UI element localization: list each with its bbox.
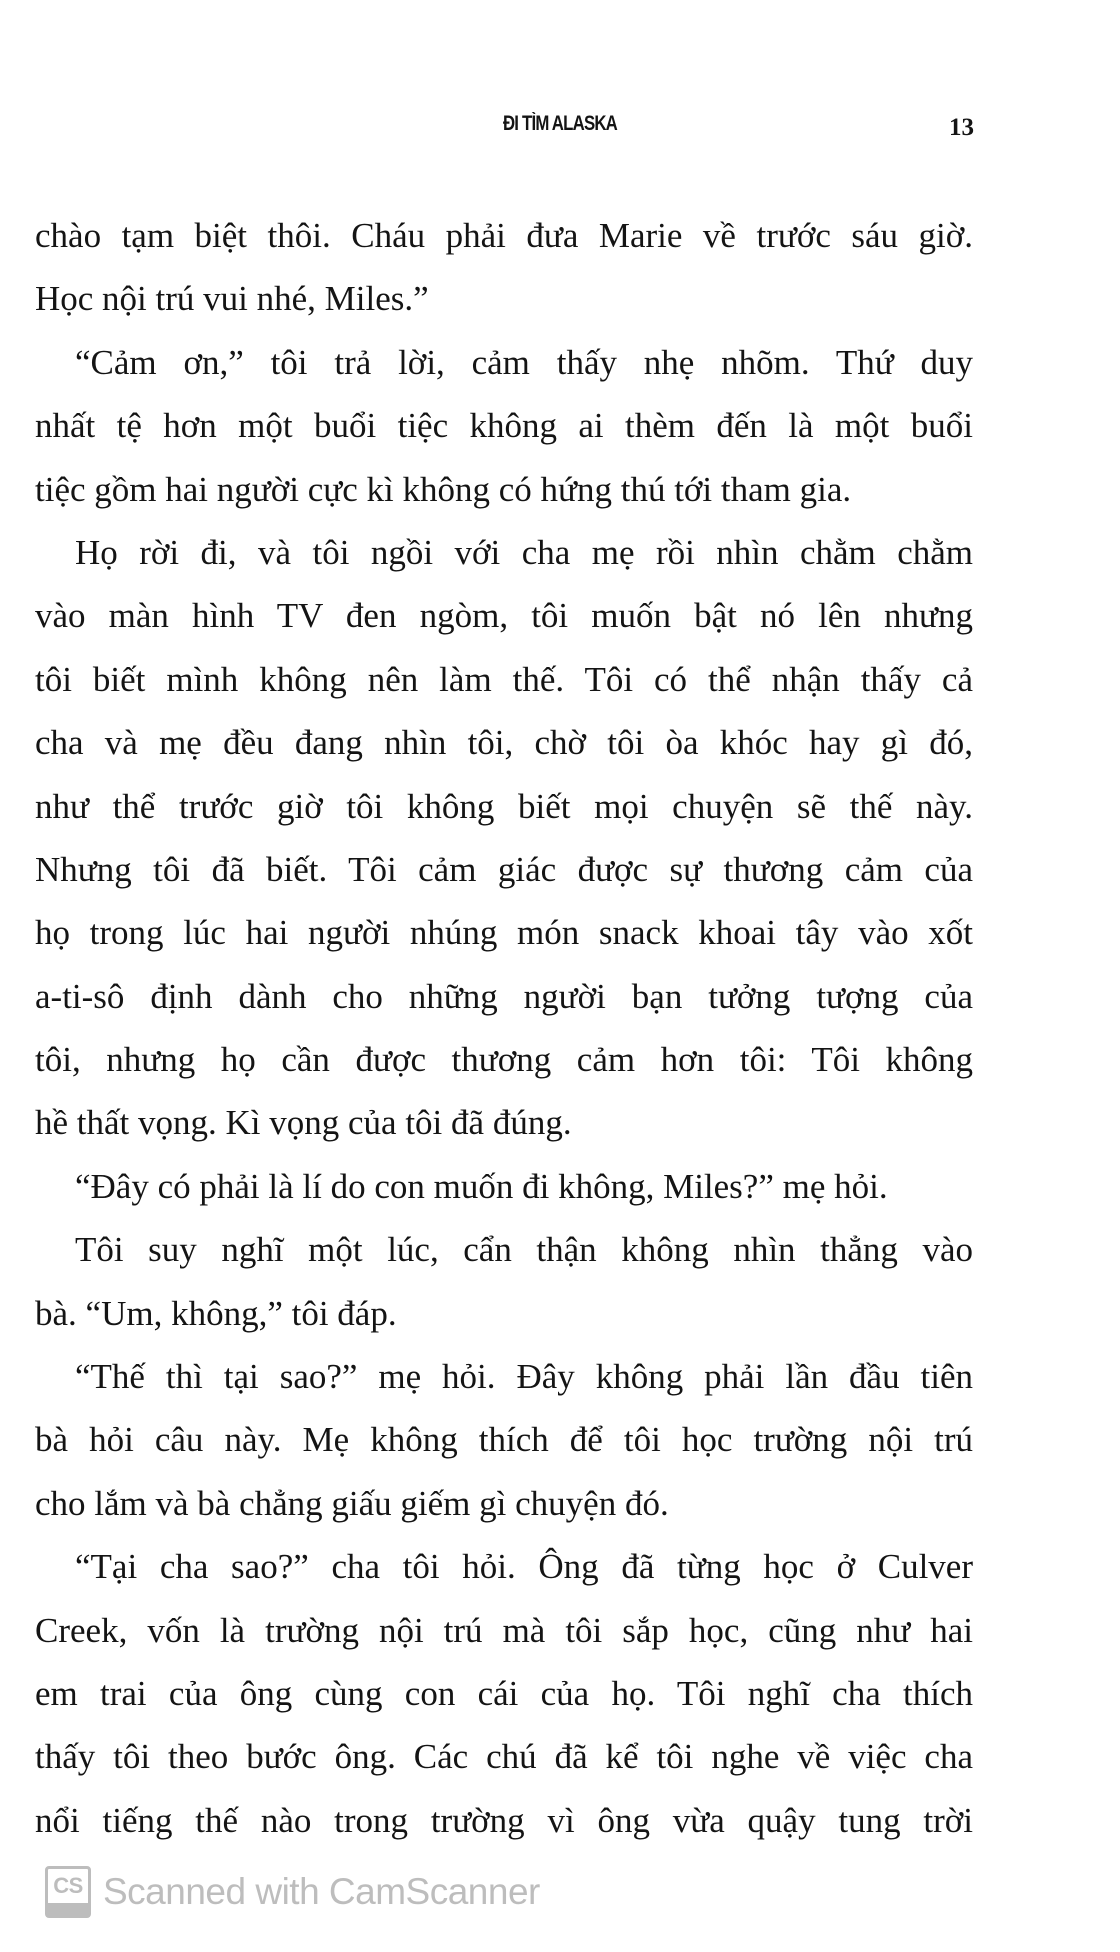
body-text bbox=[35, 204, 973, 1852]
text-line: Học nội trú vui nhé, Miles.” bbox=[35, 279, 429, 319]
text-line: Tôi suy nghĩ một lúc, cẩn thận không nhìn thẳng vào bbox=[75, 1230, 973, 1270]
text-line: em trai của ông cùng con cái của họ. Tôi nghĩ cha thích bbox=[35, 1673, 973, 1713]
text-line: nhất tệ hơn một buổi tiệc không ai thèm đến là một buổi bbox=[35, 406, 973, 446]
text-line: vào màn hình TV đen ngòm, tôi muốn bật nó lên nhưng bbox=[35, 596, 973, 636]
paragraph bbox=[35, 1345, 973, 1535]
text-line: thấy tôi theo bước ông. Các chú đã kể tôi nghe về việc cha bbox=[35, 1737, 973, 1777]
text-line: cha và mẹ đều đang nhìn tôi, chờ tôi òa khóc hay gì đó, bbox=[35, 723, 973, 763]
paragraph bbox=[35, 204, 973, 331]
camscanner-logo-icon: CS bbox=[45, 1866, 91, 1918]
running-title: ĐI TÌM ALASKA bbox=[502, 112, 618, 135]
text-line: “Đây có phải là lí do con muốn đi không, Miles?” mẹ hỏi. bbox=[75, 1166, 888, 1206]
paragraph bbox=[35, 331, 973, 521]
text-line: “Thế thì tại sao?” mẹ hỏi. Đây không phải lần đầu tiên bbox=[75, 1357, 973, 1397]
paragraph bbox=[35, 1218, 973, 1345]
text-line: a-ti-sô định dành cho những người bạn tưởng tượng của bbox=[35, 976, 973, 1016]
text-line: Nhưng tôi đã biết. Tôi cảm giác được sự thương cảm của bbox=[35, 849, 973, 889]
text-line: tôi, nhưng họ cần được thương cảm hơn tôi: Tôi không bbox=[35, 1040, 973, 1080]
text-line: bà. “Um, không,” tôi đáp. bbox=[35, 1293, 397, 1333]
paragraph bbox=[35, 1155, 973, 1218]
text-line: họ trong lúc hai người nhúng món snack khoai tây vào xốt bbox=[35, 913, 973, 953]
text-line: tôi biết mình không nên làm thế. Tôi có thể nhận thấy cả bbox=[35, 659, 973, 699]
camscanner-watermark bbox=[45, 1866, 540, 1918]
text-line: hề thất vọng. Kì vọng của tôi đã đúng. bbox=[35, 1103, 572, 1143]
paragraph bbox=[35, 1535, 973, 1852]
text-line: Creek, vốn là trường nội trú mà tôi sắp học, cũng như hai bbox=[35, 1610, 973, 1650]
text-line: cho lắm và bà chẳng giấu giếm gì chuyện đó. bbox=[35, 1483, 669, 1523]
paragraph bbox=[35, 521, 973, 1155]
watermark-text: Scanned with CamScanner bbox=[103, 1871, 540, 1912]
text-line: “Cảm ơn,” tôi trả lời, cảm thấy nhẹ nhõm. Thứ duy bbox=[75, 342, 973, 382]
text-line: nổi tiếng thế nào trong trường vì ông vừa quậy tung trời bbox=[35, 1800, 973, 1840]
text-line: Họ rời đi, và tôi ngồi với cha mẹ rồi nhìn chằm chằm bbox=[75, 532, 973, 572]
text-line: tiệc gồm hai người cực kì không có hứng thú tới tham gia. bbox=[35, 469, 852, 509]
text-line: như thể trước giờ tôi không biết mọi chuyện sẽ thế này. bbox=[35, 786, 973, 826]
text-line: bà hỏi câu này. Mẹ không thích để tôi học trường nội trú bbox=[35, 1420, 973, 1460]
text-line: chào tạm biệt thôi. Cháu phải đưa Marie về trước sáu giờ. bbox=[35, 216, 973, 255]
page-number: 13 bbox=[949, 114, 974, 141]
text-line: “Tại cha sao?” cha tôi hỏi. Ông đã từng học ở Culver bbox=[75, 1547, 973, 1587]
